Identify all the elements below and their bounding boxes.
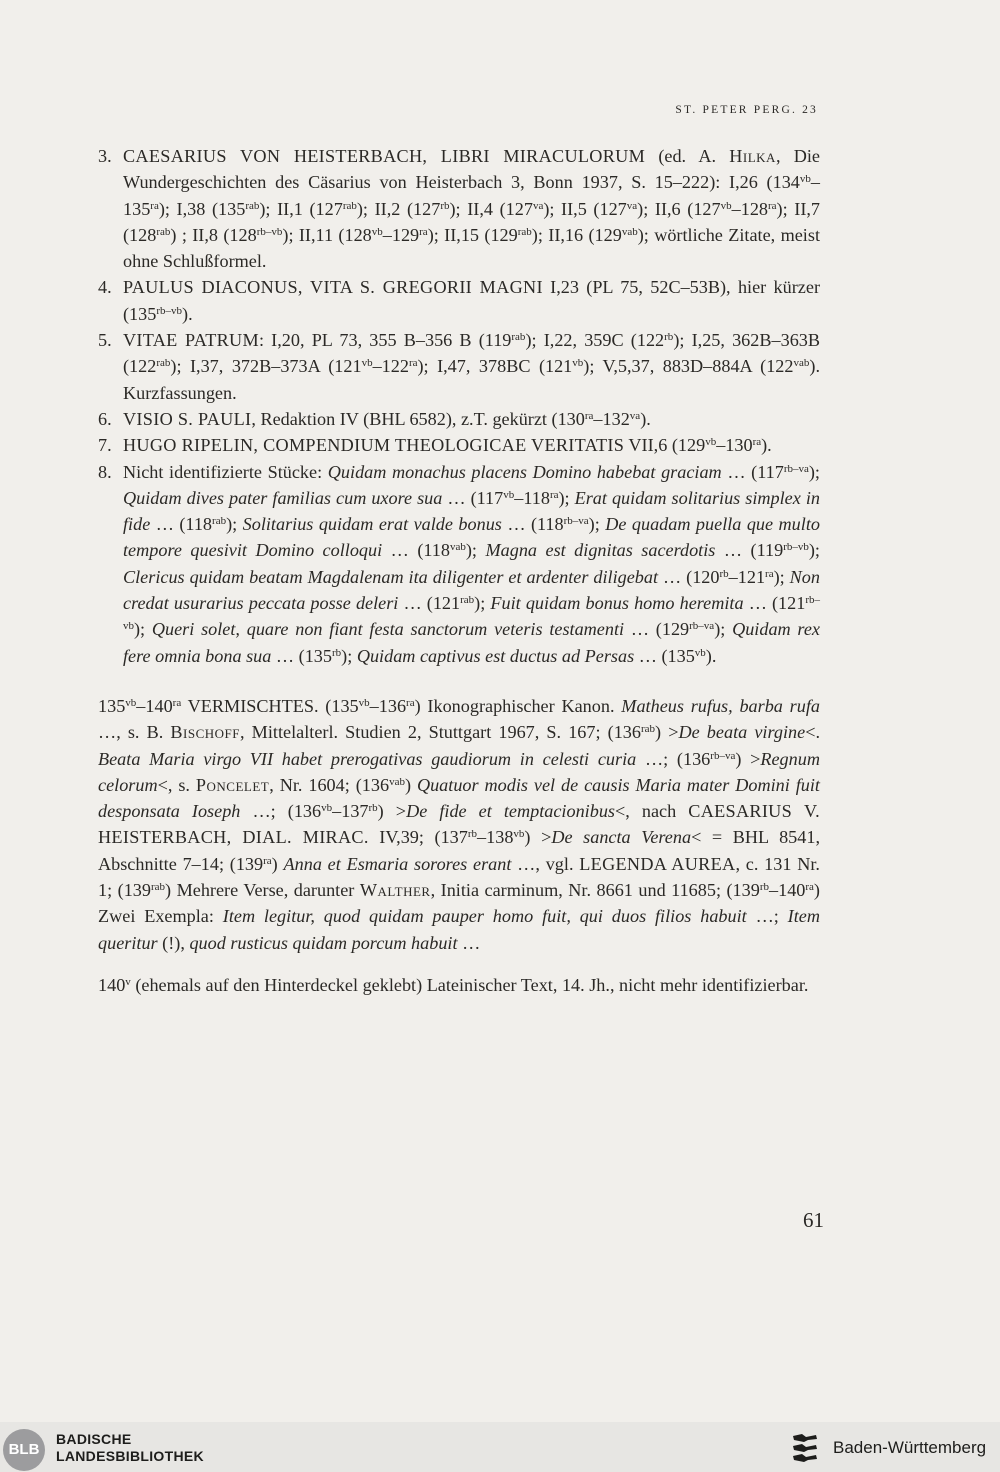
- folio-superscript: rab: [150, 881, 166, 894]
- latin-incipit: Item queritur: [98, 906, 820, 953]
- folio-superscript: ra: [584, 409, 594, 422]
- text-run: ); II,4 (127: [449, 198, 533, 219]
- text-run: 135: [98, 695, 126, 716]
- text-run: CAESARIUS V. HEISTERBACH, DIAL. MIRAC.: [98, 801, 820, 848]
- text-run: (ehemals auf den Hinterdeckel geklebt) Lateinischer Text, 14. Jh., nicht mehr identifizierbar.: [130, 974, 809, 995]
- folio-superscript: rb: [440, 199, 450, 212]
- latin-incipit: De beata virgine: [678, 722, 806, 743]
- text-run: ). Kurzfassungen.: [123, 356, 820, 403]
- latin-incipit: Beata Maria virgo VII habet prerogativas gaudiorum in celesti curia: [98, 748, 637, 769]
- latin-incipit: Anna et Esmaria sorores erant: [283, 853, 512, 874]
- text-run: );: [588, 514, 606, 535]
- paragraph-vermischtes: [98, 693, 820, 956]
- text-run: ); V,5,37, 883D–884A (122: [583, 356, 794, 377]
- folio-superscript: rb: [719, 567, 729, 580]
- folio-superscript: ra: [419, 225, 428, 238]
- text-run: –121: [728, 566, 766, 587]
- latin-incipit: Item legitur, quod quidam pauper homo fuit, qui duos filios habuit: [222, 906, 747, 927]
- latin-incipit: Clericus quidam beatam Magdalenam ita diligenter et ardenter diligebat: [123, 566, 659, 587]
- list-item: [98, 327, 820, 406]
- text-run: );: [134, 619, 152, 640]
- folio-superscript: vb: [371, 225, 383, 238]
- text-run: –140: [136, 695, 173, 716]
- text-run: –122: [372, 356, 409, 377]
- text-run: … (119: [715, 540, 784, 561]
- text-run: Hilka: [729, 146, 776, 166]
- text-run: VERMISCHTES. (135: [181, 695, 359, 716]
- folio-superscript: vb: [125, 696, 137, 709]
- text-run: …: [457, 932, 481, 953]
- text-run: –135: [123, 172, 820, 219]
- text-run: Bischoff: [170, 722, 241, 743]
- text-run: );: [808, 540, 820, 561]
- folio-superscript: rab: [641, 723, 656, 736]
- text-run: ); I,37, 372B–373A (121: [170, 356, 362, 377]
- text-run: … (118: [382, 540, 450, 561]
- text-run: ) ; II,8 (128: [170, 224, 257, 245]
- text-run: );: [474, 593, 491, 614]
- library-name-line2: LANDESBIBLIOTHEK: [56, 1448, 204, 1464]
- text-run: (!),: [157, 932, 190, 953]
- text-run: ): [404, 774, 417, 795]
- text-run: VII,6 (129: [624, 435, 706, 456]
- folio-superscript: vab: [389, 775, 405, 788]
- list-item: [98, 406, 820, 432]
- latin-incipit: Quidam captivus est ductus ad Persas: [356, 645, 635, 666]
- folio-superscript: rab: [245, 199, 260, 212]
- text-run: , Redaktion IV (BHL 6582), z.T. gekürzt (130: [251, 408, 585, 429]
- text-run: < = BHL 8541, Abschnitte 7–14; (139: [98, 827, 820, 874]
- folio-superscript: rab: [156, 225, 171, 238]
- text-run: );: [226, 514, 243, 535]
- text-run: );: [465, 540, 486, 561]
- text-run: –136: [369, 695, 407, 716]
- folio-superscript: vb: [361, 357, 373, 370]
- list-item-number: 5.: [98, 330, 112, 351]
- folio-superscript: ra: [406, 696, 415, 709]
- text-run: …, vgl.: [511, 853, 580, 874]
- folio-superscript: ra: [263, 854, 272, 867]
- folio-superscript: rab: [517, 225, 532, 238]
- paragraph-hinterdeckel: [98, 972, 820, 998]
- text-run: …;: [746, 906, 788, 927]
- list-item-number: 6.: [98, 408, 112, 429]
- text-run: Nicht identifizierte Stücke:: [123, 461, 328, 482]
- latin-incipit: Fuit quidam bonus homo heremita: [490, 593, 744, 614]
- folio-superscript: ra: [408, 357, 418, 370]
- running-head: ST. PETER PERG. 23: [675, 104, 818, 116]
- text-run: ); wörtliche Zitate, meist ohne Schlußformel.: [123, 224, 820, 272]
- text-run: …, s. B.: [98, 722, 171, 743]
- text-run: … (129: [624, 619, 690, 640]
- folio-superscript: vab: [449, 541, 466, 554]
- text-run: ); II,15 (129: [427, 224, 518, 245]
- folio-superscript: vb: [503, 488, 515, 501]
- text-run: … (118: [501, 514, 564, 535]
- folio-superscript: ra: [150, 199, 159, 212]
- text-run: VISIO S. PAULI: [123, 408, 252, 429]
- text-run: Walther: [359, 880, 431, 901]
- folio-superscript: rb–vb: [123, 594, 820, 633]
- folio-superscript: va: [532, 199, 544, 212]
- state-name[interactable]: Baden-Württemberg: [833, 1438, 987, 1457]
- folio-superscript: va: [626, 199, 638, 212]
- text-run: , Initia carminum, Nr. 8661 und 11685; (139: [430, 880, 760, 901]
- text-run: ); II,16 (129: [531, 224, 622, 245]
- text-run: , c. 131 Nr. 1; (139: [98, 853, 820, 901]
- latin-incipit: Quidam monachus placens Domino habebat graciam: [327, 461, 722, 482]
- text-run: ); II,11 (128: [282, 224, 372, 245]
- text-run: … (121: [743, 593, 806, 614]
- list-item: [98, 432, 820, 458]
- latin-incipit: Matheus rufus, barba rufa: [621, 695, 820, 716]
- folio-superscript: ra: [765, 567, 774, 580]
- folio-superscript: rab: [511, 331, 526, 344]
- text-run: );: [808, 461, 820, 482]
- text-run: );: [558, 487, 575, 508]
- text-run: … (117: [442, 487, 504, 508]
- text-run: –129: [382, 224, 420, 245]
- folio-superscript: ra: [768, 199, 777, 212]
- text-run: <, nach: [615, 801, 689, 822]
- text-run: HUGO RIPELIN, COMPENDIUM THEOLOGICAE VERITATIS: [123, 435, 625, 456]
- text-run: VITAE PATRUM: [123, 330, 259, 351]
- blb-logo[interactable]: BLB: [3, 1429, 45, 1471]
- list-item-number: 7.: [98, 435, 112, 456]
- text-run: –140: [769, 880, 806, 901]
- folio-superscript: rb–va: [783, 462, 809, 475]
- text-run: –128: [731, 198, 768, 219]
- text-run: ); I,25, 362B–363B (122: [123, 330, 821, 377]
- latin-incipit: Queri solet, quare non fiant festa sanctorum veteris testamenti: [151, 619, 625, 640]
- text-run: …; (136: [636, 748, 711, 769]
- list-item: [98, 274, 820, 327]
- text-run: … (118: [150, 514, 213, 535]
- latin-incipit: Quidam rex fere omnia bona sua: [123, 619, 820, 666]
- text-run: <, s.: [157, 774, 196, 795]
- list-item-number: 4.: [98, 277, 112, 298]
- text-run: … (135: [271, 645, 332, 666]
- text-run: (ed. A.: [645, 146, 730, 166]
- list-item: [98, 459, 820, 669]
- text-run: , Mittelalterl. Studien 2, Stuttgart 1967, S. 167; (136: [240, 722, 641, 743]
- text-run: –132: [593, 408, 630, 429]
- text-run: );: [773, 566, 790, 587]
- folio-superscript: rb: [664, 331, 674, 344]
- text-run: ) >: [735, 748, 761, 769]
- folio-superscript: rb–va: [689, 620, 715, 633]
- latin-incipit: Erat quidam solitarius simplex in fide: [123, 487, 820, 535]
- text-run: CAESARIUS VON HEISTERBACH, LIBRI MIRACULORUM: [123, 146, 646, 166]
- latin-incipit: Solitarius quidam erat valde bonus: [242, 514, 502, 535]
- latin-incipit: De fide et temptacionibus: [406, 801, 615, 822]
- latin-incipit: De quadam puella que multo tempore quesivit Domino colloqui: [123, 514, 820, 561]
- folio-superscript: rb–vb: [156, 304, 183, 317]
- folio-superscript: vab: [621, 225, 638, 238]
- text-run: <.: [805, 722, 820, 743]
- text-run: ): [271, 853, 284, 874]
- text-run: –138: [477, 827, 514, 848]
- text-run: –130: [716, 435, 753, 456]
- folio-superscript: vb: [799, 173, 811, 186]
- latin-incipit: De sancta Verena: [551, 827, 692, 848]
- body-text: [98, 143, 820, 998]
- folio-superscript: rb–vb: [783, 541, 809, 554]
- text-run: ) Ikonographischer Kanon.: [414, 695, 622, 716]
- folio-superscript: ra: [549, 488, 559, 501]
- folio-superscript: rab: [156, 357, 171, 370]
- text-run: ).: [182, 303, 193, 324]
- text-run: ).: [761, 435, 772, 456]
- folio-superscript: rb: [759, 881, 769, 894]
- folio-superscript: vb: [694, 646, 706, 659]
- folio-superscript: v: [125, 975, 131, 988]
- text-run: ) >: [524, 827, 552, 848]
- folio-superscript: ra: [805, 881, 814, 894]
- folio-superscript: rb: [467, 828, 478, 841]
- folio-superscript: rb: [368, 802, 378, 815]
- folio-superscript: vb: [513, 828, 525, 841]
- library-name[interactable]: [56, 1431, 204, 1465]
- latin-incipit: Regnum celorum: [98, 748, 820, 795]
- text-run: ); I,47, 378BC (121: [417, 356, 573, 377]
- text-run: ); II,7 (128: [123, 198, 821, 245]
- library-name-line1: BADISCHE: [56, 1431, 132, 1447]
- folio-superscript: rb–vb: [256, 225, 283, 238]
- page-number: 61: [803, 1208, 824, 1232]
- text-run: 140: [98, 974, 126, 995]
- latin-incipit: Non credat usurarius peccata posse deleri: [123, 566, 820, 614]
- folio-superscript: va: [629, 409, 641, 422]
- text-run: , Nr. 1604; (136: [269, 774, 390, 795]
- text-run: );: [714, 619, 733, 640]
- text-run: LEGENDA AUREA: [579, 853, 736, 874]
- text-run: … (120: [658, 566, 720, 587]
- text-run: ); I,38 (135: [158, 198, 246, 219]
- text-run: IV,39; (137: [368, 827, 468, 848]
- folio-superscript: vb: [321, 802, 333, 815]
- folio-superscript: ra: [752, 436, 762, 449]
- text-run: : I,20, PL 73, 355 B–356 B (119: [258, 330, 512, 351]
- text-run: ).: [640, 408, 651, 429]
- text-run: …; (136: [240, 801, 322, 822]
- text-run: –118: [514, 487, 550, 508]
- folio-superscript: vb: [358, 696, 370, 709]
- text-run: … (121: [398, 593, 461, 614]
- text-run: ); II,6 (127: [637, 198, 721, 219]
- text-run: I,23 (PL 75, 52C–53B), hier kürzer (135: [123, 277, 820, 324]
- latin-incipit: Quatuor modis vel de causis Maria mater Domini fuit desponsata Ioseph: [98, 774, 820, 822]
- folio-superscript: vab: [793, 357, 810, 370]
- folio-superscript: rab: [212, 515, 227, 528]
- text-run: ); I,22, 359C (122: [525, 330, 665, 351]
- folio-superscript: rb–va: [563, 515, 589, 528]
- latin-incipit: Quidam dives pater familias cum uxore sua: [123, 487, 443, 508]
- folio-superscript: vb: [705, 436, 717, 449]
- latin-incipit: quod rusticus quidam porcum habuit: [189, 932, 458, 953]
- text-run: ).: [705, 645, 717, 666]
- text-run: ) >: [377, 801, 407, 822]
- footer-bar: [0, 1422, 1000, 1472]
- text-run: );: [341, 645, 357, 666]
- list-item-number: 8.: [98, 461, 112, 482]
- text-run: ); II,2 (127: [356, 198, 441, 219]
- folio-superscript: rab: [460, 594, 475, 607]
- content-list: [98, 143, 820, 669]
- text-run: ) Mehrere Verse, darunter: [165, 880, 360, 901]
- text-run: ); II,1 (127: [259, 198, 343, 219]
- text-run: –137: [332, 801, 369, 822]
- latin-incipit: Magna est dignitas sacerdotis: [485, 540, 716, 561]
- folio-superscript: rb: [331, 646, 342, 659]
- list-item: [98, 143, 820, 274]
- text-run: ) Zwei Exempla:: [98, 880, 820, 927]
- folio-superscript: vb: [572, 357, 584, 370]
- folio-superscript: rab: [342, 199, 357, 212]
- text-run: PAULUS DIACONUS, VITA S. GREGORII MAGNI: [123, 277, 543, 298]
- folio-superscript: rb–va: [710, 749, 736, 762]
- folio-superscript: ra: [172, 696, 182, 709]
- text-run: … (135: [634, 645, 695, 666]
- text-run: ); II,5 (127: [543, 198, 627, 219]
- text-run: , Die Wundergeschichten des Cäsarius von Heisterbach 3, Bonn 1937, S. 15–222): I,26 (134: [123, 146, 821, 193]
- folio-superscript: vb: [720, 199, 732, 212]
- text-run: ) >: [655, 722, 679, 743]
- baden-wuerttemberg-lions-icon: [790, 1431, 820, 1465]
- text-run: … (117: [721, 461, 784, 482]
- list-item-number: 3.: [98, 146, 112, 166]
- text-run: Poncelet: [195, 774, 270, 795]
